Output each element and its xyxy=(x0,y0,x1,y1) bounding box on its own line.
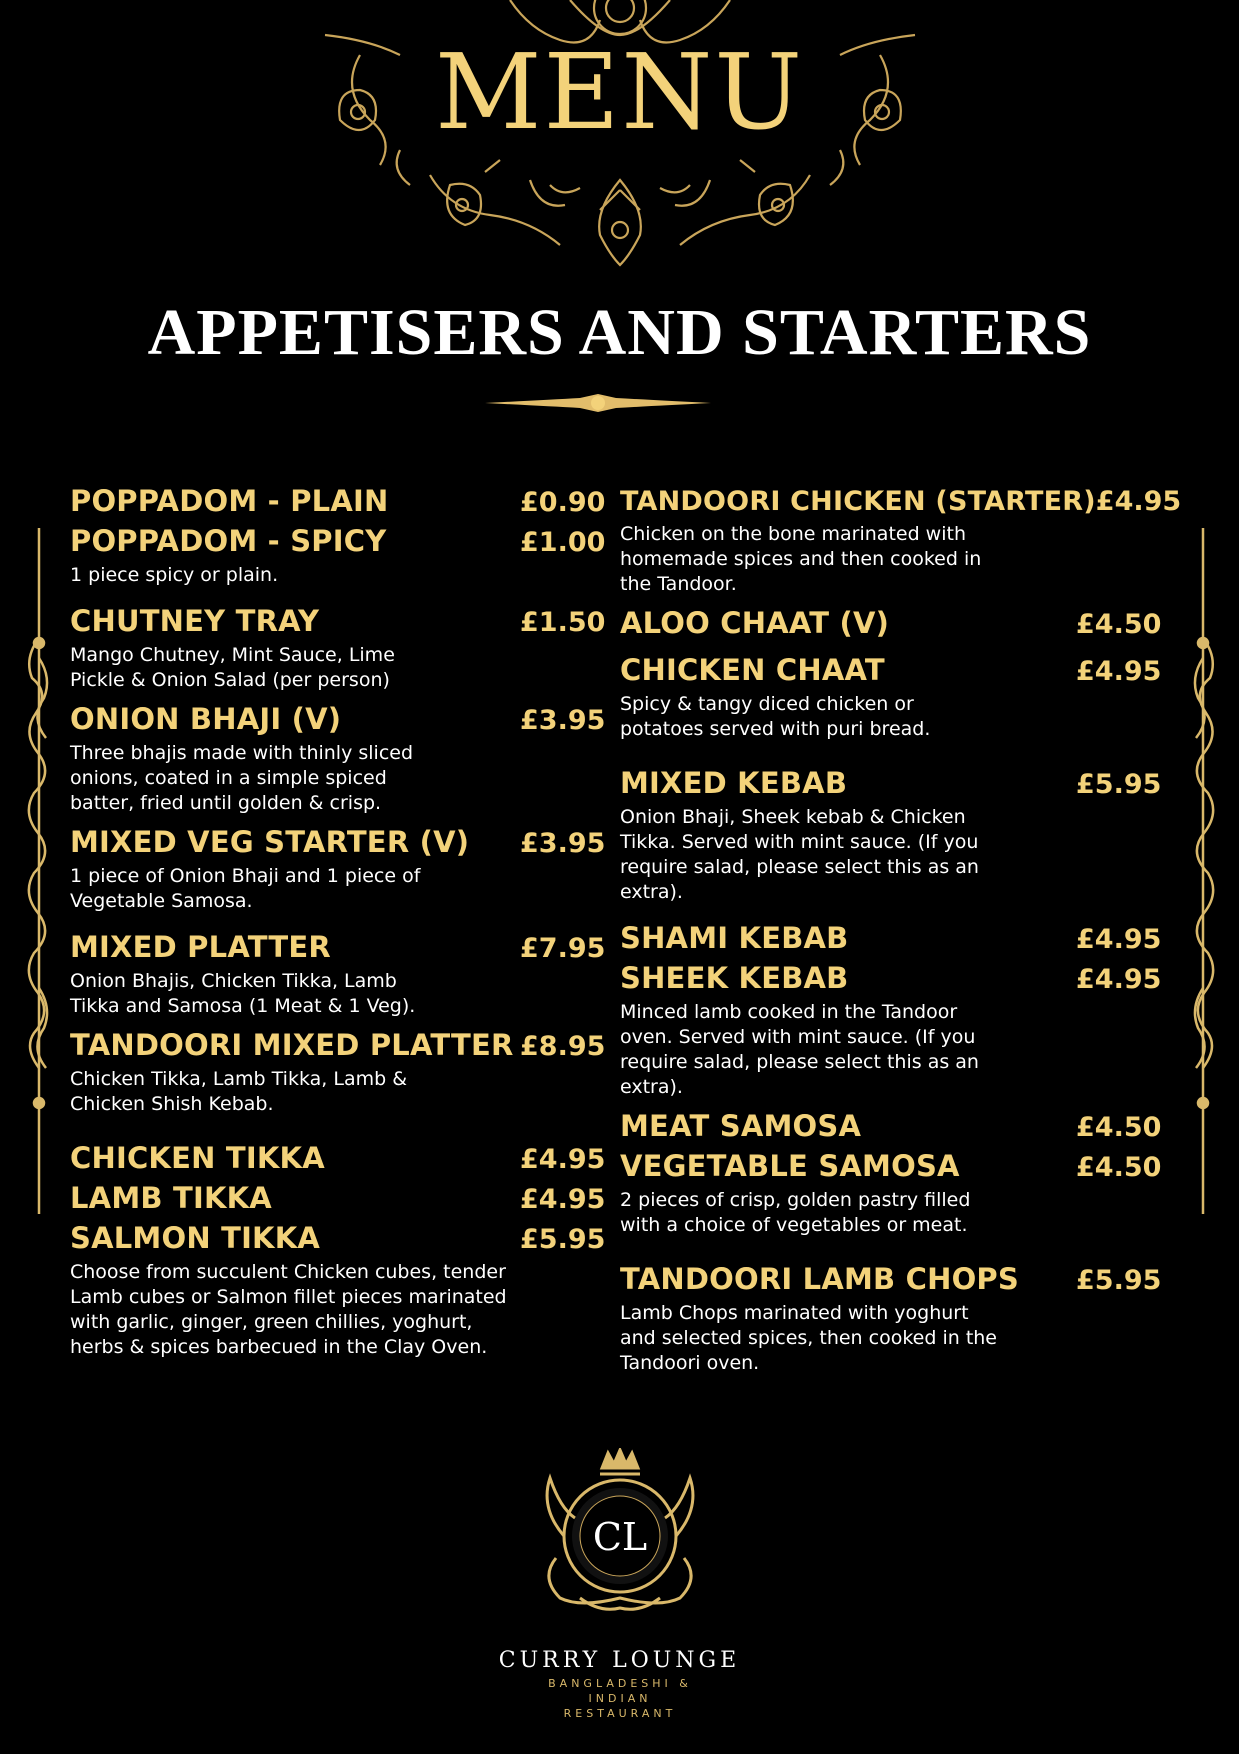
item-description: 2 pieces of crisp, golden pastry filled with a choice of vegetables or meat. xyxy=(620,1189,971,1236)
item-price: £5.95 xyxy=(1076,769,1162,800)
menu-item xyxy=(620,1260,1160,1376)
menu-item xyxy=(70,1026,606,1117)
item-price: £4.95 xyxy=(1076,964,1162,995)
item-price: £5.95 xyxy=(520,1224,606,1255)
menu-item xyxy=(70,602,606,693)
item-description: Mango Chutney, Mint Sauce, Lime Pickle & Onion Salad (per person) xyxy=(70,644,395,691)
item-name: POPPADOM - SPICY xyxy=(70,524,387,558)
side-ornament-right xyxy=(1186,528,1220,1214)
logo-monogram: CL xyxy=(592,1515,648,1559)
menu-item xyxy=(70,823,606,914)
item-description: Chicken on the bone marinated with homemade spices and then cooked in the Tandoor. xyxy=(620,523,982,595)
item-price: £3.95 xyxy=(520,828,606,859)
item-price: £1.50 xyxy=(520,607,606,638)
item-name: LAMB TIKKA xyxy=(70,1181,272,1215)
item-price: £3.95 xyxy=(520,705,606,736)
restaurant-logo xyxy=(520,1448,720,1618)
item-name: TANDOORI MIXED PLATTER xyxy=(70,1028,514,1062)
item-name: MIXED KEBAB xyxy=(620,766,848,800)
item-description: Onion Bhaji, Sheek kebab & Chicken Tikka. Served with mint sauce. (If you require salad, please select this as an extra). xyxy=(620,806,979,903)
item-name: SHEEK KEBAB xyxy=(620,961,849,995)
menu-item xyxy=(620,764,1160,905)
menu-item xyxy=(70,1179,606,1219)
item-description: Three bhajis made with thinly sliced onions, coated in a simple spiced batter, fried until golden & crisp. xyxy=(70,742,414,814)
brand-subtitle xyxy=(540,1676,700,1721)
menu-item xyxy=(620,604,1160,644)
item-name: TANDOORI CHICKEN (STARTER) xyxy=(620,486,1096,517)
brand-sub-line: RESTAURANT xyxy=(563,1707,677,1720)
menu-item xyxy=(620,959,1160,1100)
item-price: £7.95 xyxy=(520,933,606,964)
item-price: £0.90 xyxy=(520,487,606,518)
item-name: VEGETABLE SAMOSA xyxy=(620,1149,960,1183)
item-description: Lamb Chops marinated with yoghurt and selected spices, then cooked in the Tandoori oven. xyxy=(620,1302,997,1374)
item-description: 1 piece of Onion Bhaji and 1 piece of Vegetable Samosa. xyxy=(70,865,421,912)
item-price: £4.95 xyxy=(520,1184,606,1215)
menu-item xyxy=(620,1147,1160,1238)
item-description: Choose from succulent Chicken cubes, tender Lamb cubes or Salmon fillet pieces marinated with garlic, ginger, green chillies, yoghurt, herbs & spices barbecued in the Clay Oven. xyxy=(70,1261,507,1358)
item-name: TANDOORI LAMB CHOPS xyxy=(620,1262,1019,1296)
menu-title: MENU xyxy=(434,31,805,153)
menu-item xyxy=(70,928,606,1019)
item-description: 1 piece spicy or plain. xyxy=(70,564,279,586)
menu-column-left xyxy=(70,482,606,1360)
brand-sub-line: INDIAN xyxy=(588,1692,652,1705)
item-price: £4.95 xyxy=(1076,656,1162,687)
menu-item xyxy=(620,1107,1160,1147)
brand-name: CURRY LOUNGE xyxy=(498,1648,741,1673)
item-name: MEAT SAMOSA xyxy=(620,1109,862,1143)
item-name: ALOO CHAAT (V) xyxy=(620,606,890,640)
menu-item xyxy=(620,651,1160,742)
item-name: SALMON TIKKA xyxy=(70,1221,321,1255)
menu-item xyxy=(70,522,606,588)
side-ornament-left xyxy=(22,528,56,1214)
brand-sub-line: BANGLADESHI & xyxy=(548,1677,692,1690)
item-price: £4.50 xyxy=(1076,609,1162,640)
item-name: POPPADOM - PLAIN xyxy=(70,484,389,518)
item-name: SHAMI KEBAB xyxy=(620,921,849,955)
item-name: CHUTNEY TRAY xyxy=(70,604,320,638)
menu-item xyxy=(70,1219,606,1360)
menu-column-right xyxy=(620,482,1182,1376)
divider-ornament xyxy=(485,392,711,414)
menu-item xyxy=(620,482,1182,597)
item-name: MIXED PLATTER xyxy=(70,930,331,964)
item-name: CHICKEN TIKKA xyxy=(70,1141,325,1175)
item-description: Onion Bhajis, Chicken Tikka, Lamb Tikka and Samosa (1 Meat & 1 Veg). xyxy=(70,970,416,1017)
item-price: £8.95 xyxy=(520,1031,606,1062)
item-name: ONION BHAJI (V) xyxy=(70,702,342,736)
item-price: £4.95 xyxy=(1076,924,1162,955)
item-price: £4.50 xyxy=(1076,1112,1162,1143)
menu-item xyxy=(70,700,606,816)
section-heading: APPETISERS AND STARTERS xyxy=(147,296,1092,369)
item-price: £5.95 xyxy=(1076,1265,1162,1296)
item-price: £4.50 xyxy=(1076,1152,1162,1183)
item-name: CHICKEN CHAAT xyxy=(620,653,885,687)
item-price: £4.95 xyxy=(520,1144,606,1175)
item-description: Chicken Tikka, Lamb Tikka, Lamb & Chicken Shish Kebab. xyxy=(70,1068,408,1115)
item-price: £4.95 xyxy=(1095,486,1182,517)
item-name: MIXED VEG STARTER (V) xyxy=(70,825,470,859)
item-description: Minced lamb cooked in the Tandoor oven. Served with mint sauce. (If you require salad, please select this as an extra). xyxy=(620,1001,979,1098)
menu-item xyxy=(620,919,1160,959)
menu-item xyxy=(70,482,606,522)
item-price: £1.00 xyxy=(520,527,606,558)
menu-item xyxy=(70,1139,606,1179)
item-description: Spicy & tangy diced chicken or potatoes served with puri bread. xyxy=(620,693,931,740)
